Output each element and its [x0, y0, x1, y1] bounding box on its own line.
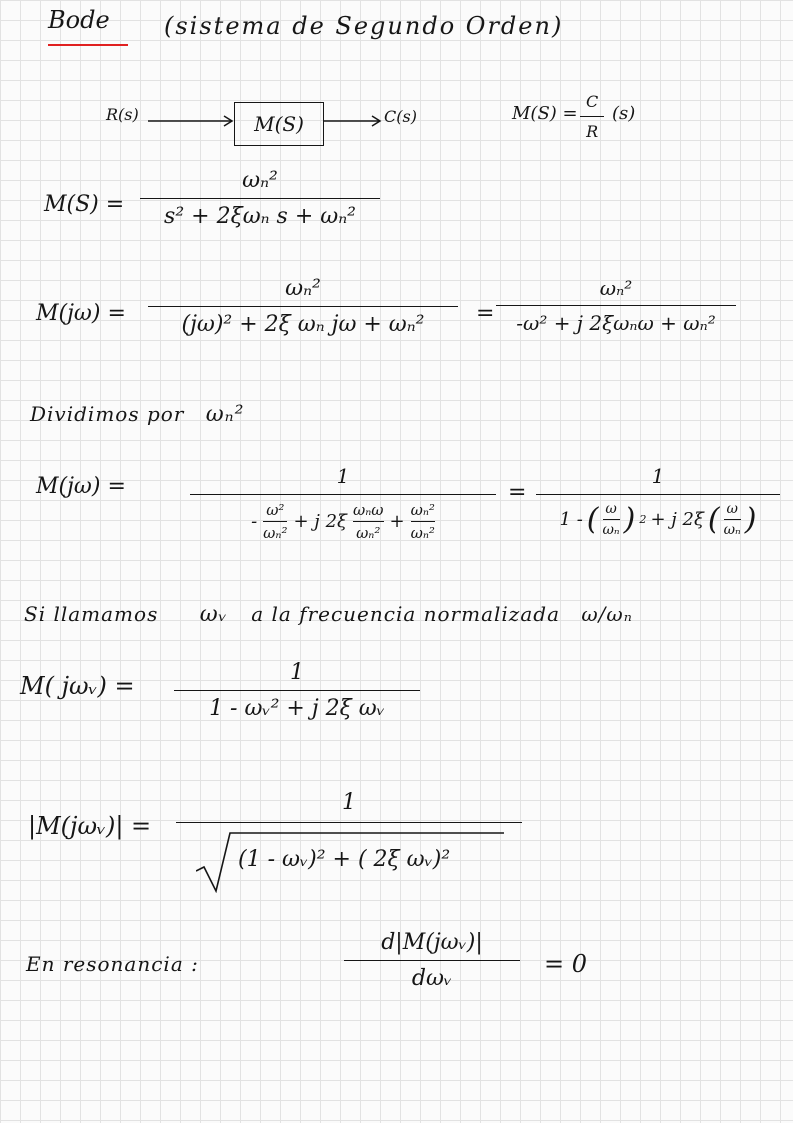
- eq3-equals: =: [508, 480, 527, 505]
- input-arrow: [148, 112, 234, 124]
- resonance-label: En resonancia :: [26, 952, 199, 976]
- relation-arg: (s): [612, 103, 636, 124]
- eq5-radicand: (1 - ωᵥ)² + ( 2ξ ωᵥ)²: [238, 847, 451, 872]
- relation-lhs: M(S) =: [512, 103, 578, 124]
- relation-fraction: C R: [580, 92, 604, 141]
- eq6-fraction: d|M(jωᵥ)| dωᵥ: [344, 930, 520, 991]
- eq1-fraction: ωₙ² s² + 2ξωₙ s + ωₙ²: [140, 168, 380, 229]
- title-underline: [48, 44, 128, 46]
- eq3-den-1: - ω² ωₙ² + j 2ξ ωₙω ωₙ² + ωₙ² ωₙ²: [251, 501, 435, 542]
- output-label: C(s): [384, 107, 417, 126]
- transfer-block: [234, 102, 324, 146]
- eq6-rhs: = 0: [544, 950, 588, 978]
- output-arrow: [324, 112, 382, 124]
- note-divide-symbol: ωₙ²: [205, 402, 245, 427]
- note-normalized-symbol-2: ω/ωₙ: [581, 602, 633, 626]
- eq4-fraction: 1 1 - ωᵥ² + j 2ξ ωᵥ: [174, 660, 420, 721]
- eq1-lhs: M(S) =: [44, 192, 125, 217]
- eq3-fraction-1: [190, 464, 496, 542]
- page-title: Bode: [48, 6, 110, 34]
- note-normalized-symbol: ωᵥ: [199, 602, 228, 627]
- eq4-lhs: M( jωᵥ) =: [20, 672, 135, 700]
- page-subtitle: (sistema de Segundo Orden): [164, 12, 564, 40]
- eq3-lhs: M(jω) =: [36, 474, 126, 499]
- note-normalized: [24, 602, 633, 627]
- eq2-lhs: M(jω) =: [36, 301, 126, 326]
- eq3-num-2: 1: [651, 464, 665, 488]
- note-divide-text: Dividimos por: [30, 402, 185, 426]
- eq3-den-2: 1 - ( ω ωₙ ) 2 + j 2ξ ( ω ωₙ ): [559, 501, 757, 538]
- eq5-lhs: |M(jωᵥ)| =: [28, 812, 152, 840]
- note-normalized-text: Si llamamos: [24, 602, 159, 626]
- eq3-fraction-2: [536, 464, 780, 538]
- eq5-fraction: [176, 790, 522, 893]
- eq2-fraction-2: ωₙ² -ω² + j 2ξωₙω + ωₙ²: [496, 276, 736, 335]
- transfer-block-label: M(S): [254, 112, 304, 136]
- eq2-fraction-1: ωₙ² (jω)² + 2ξ ωₙ jω + ωₙ²: [148, 276, 458, 337]
- note-divide: [30, 402, 244, 427]
- note-normalized-text-2: a la frecuencia normalizada: [251, 602, 560, 626]
- eq5-num: 1: [342, 790, 356, 815]
- eq2-equals: =: [476, 301, 495, 326]
- eq5-sqrt: [176, 829, 522, 893]
- eq3-num-1: 1: [336, 464, 350, 488]
- input-label: R(s): [106, 105, 139, 124]
